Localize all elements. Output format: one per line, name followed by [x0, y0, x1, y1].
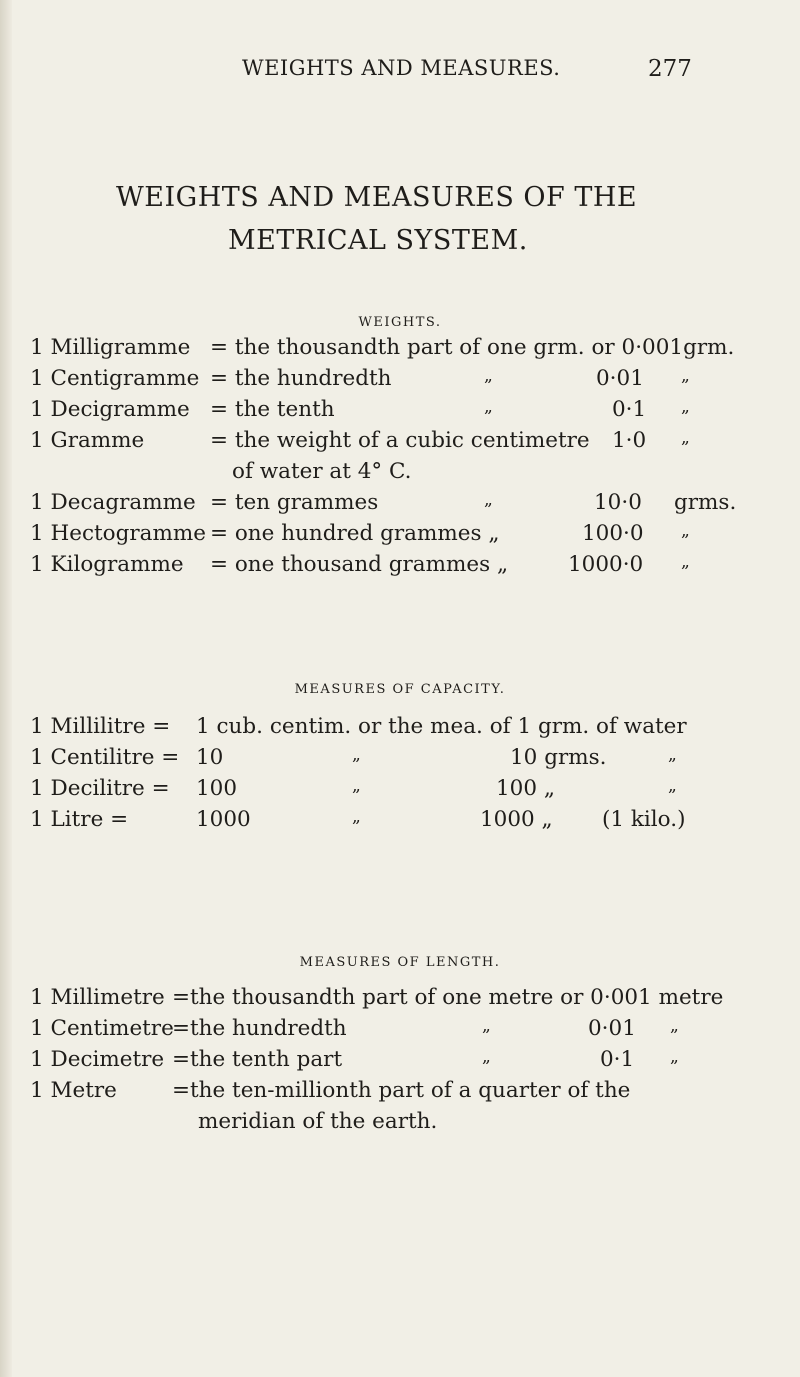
unit-suffix: „ [681, 397, 690, 417]
unit-definition: =the tenth part [172, 1047, 343, 1072]
unit-amount: 10 [196, 745, 224, 770]
unit-suffix: „ [681, 428, 690, 448]
unit-value: 0·01 [596, 366, 644, 391]
unit-definition: = one hundred grammes „ [210, 521, 500, 546]
weights-heading: WEIGHTS. [358, 315, 442, 330]
unit-definition: = the hundredth [210, 366, 392, 391]
capacity-row [0, 745, 800, 777]
length-row [0, 1047, 800, 1079]
unit-value: 100·0 [582, 521, 644, 546]
unit-name: 1 Decilitre = [30, 776, 170, 801]
unit-suffix: „ [670, 1016, 679, 1036]
unit-name: 1 Centimetre [30, 1016, 174, 1041]
ditto-mark: „ [484, 397, 493, 417]
ditto-mark: „ [482, 1047, 491, 1067]
unit-name: 1 Decagramme [30, 490, 196, 515]
unit-name: 1 Hectogramme [30, 521, 206, 546]
page-header [0, 56, 800, 96]
title-line-2: METRICAL SYSTEM. [228, 225, 528, 256]
ditto-mark: „ [484, 366, 493, 386]
capacity-row [0, 776, 800, 808]
unit-definition: of water at 4° C. [232, 459, 412, 484]
unit-definition: = the weight of a cubic centimetre [210, 428, 590, 453]
weights-row [0, 521, 800, 553]
weights-row [0, 459, 800, 491]
unit-value: 100 „ [496, 776, 556, 801]
length-row [0, 1016, 800, 1048]
unit-suffix: „ [670, 1047, 679, 1067]
unit-name: 1 Centilitre = [30, 745, 180, 770]
unit-value: 0·1 [600, 1047, 635, 1072]
weights-row [0, 490, 800, 522]
unit-suffix: „ [668, 745, 677, 765]
unit-name: 1 Gramme [30, 428, 145, 453]
unit-amount: 100 [196, 776, 238, 801]
unit-name: 1 Metre [30, 1078, 117, 1103]
unit-value: 1000 „ [480, 807, 553, 832]
unit-suffix: grms. [674, 490, 737, 515]
unit-value: 0·1 [612, 397, 647, 422]
unit-name: 1 Decimetre [30, 1047, 165, 1072]
ditto-mark: „ [484, 490, 493, 510]
length-row [0, 1078, 800, 1110]
unit-definition: = the tenth [210, 397, 335, 422]
unit-name: 1 Kilogramme [30, 552, 184, 577]
ditto-mark: „ [482, 1016, 491, 1036]
unit-value: 1·0 [612, 428, 647, 453]
capacity-row [0, 714, 800, 746]
capacity-row [0, 807, 800, 839]
page-number: 277 [648, 56, 692, 82]
unit-name: 1 Centigramme [30, 366, 200, 391]
title-line-1: WEIGHTS AND MEASURES OF THE [116, 182, 638, 213]
running-head: WEIGHTS AND MEASURES. [242, 56, 561, 80]
unit-definition: meridian of the earth. [198, 1109, 438, 1134]
unit-name: 1 Milligramme [30, 335, 191, 360]
ditto-mark: „ [352, 807, 361, 827]
weights-row [0, 552, 800, 584]
length-row [0, 985, 800, 1017]
unit-name: 1 Litre = [30, 807, 129, 832]
unit-value: 0·01 [588, 1016, 636, 1041]
weights-row [0, 428, 800, 460]
unit-amount: 1000 [196, 807, 251, 832]
unit-name: 1 Decigramme [30, 397, 190, 422]
ditto-mark: „ [352, 776, 361, 796]
unit-suffix: „ [681, 552, 690, 572]
length-heading: MEASURES OF LENGTH. [299, 955, 501, 970]
unit-definition: = the thousandth part of one grm. or 0·001grm. [210, 335, 735, 360]
weights-row [0, 366, 800, 398]
unit-definition: =the hundredth [172, 1016, 347, 1041]
unit-definition: = ten grammes [210, 490, 379, 515]
length-row [0, 1109, 800, 1141]
unit-value: 10·0 [594, 490, 642, 515]
unit-definition: =the thousandth part of one metre or 0·001 metre [172, 985, 724, 1010]
unit-name: 1 Millilitre = [30, 714, 171, 739]
unit-amount: 1 cub. centim. or the mea. of 1 grm. of water [196, 714, 687, 739]
unit-suffix: „ [681, 521, 690, 541]
weights-row [0, 397, 800, 429]
unit-suffix: (1 kilo.) [602, 807, 686, 832]
unit-value: 10 grms. [510, 745, 607, 770]
weights-row [0, 335, 800, 367]
unit-definition: = one thousand grammes „ [210, 552, 509, 577]
capacity-heading: MEASURES OF CAPACITY. [294, 682, 506, 697]
unit-suffix: „ [668, 776, 677, 796]
ditto-mark: „ [352, 745, 361, 765]
unit-name: 1 Millimetre [30, 985, 165, 1010]
unit-definition: =the ten-millionth part of a quarter of the [172, 1078, 631, 1103]
unit-value: 1000·0 [568, 552, 644, 577]
unit-suffix: „ [681, 366, 690, 386]
